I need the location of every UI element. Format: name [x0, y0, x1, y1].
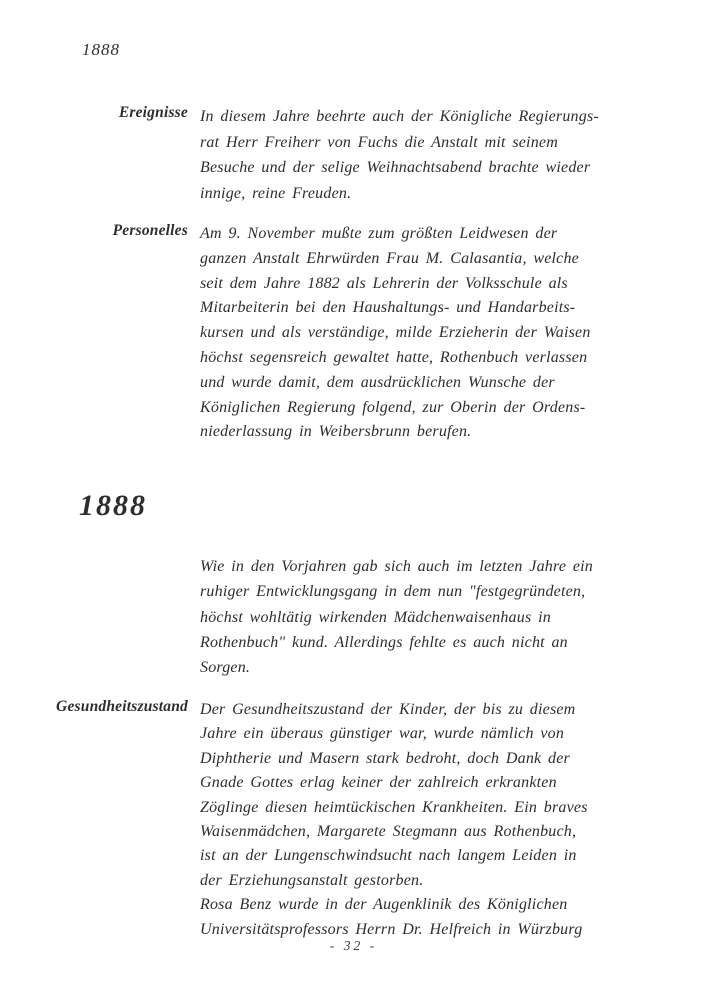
- text-line: Besuche und der selige Weihnachtsabend brachte wieder: [200, 159, 591, 176]
- text-line: kursen und als verständige, milde Erzieherin der Waisen: [200, 324, 591, 342]
- text-line: Am 9. November mußte zum größten Leidwesen der: [200, 225, 558, 242]
- text-line: ruhiger Entwicklungsgang in dem nun "festgegründeten,: [200, 583, 586, 601]
- text-line: Gnade Gottes erlag keiner der zahlreich erkrankten: [200, 774, 557, 792]
- text-line: der Erziehungsanstalt gestorben.: [200, 871, 424, 889]
- text-line: Diphtherie und Masern stark bedroht, doch Dank der: [200, 749, 570, 767]
- text-line: Königlichen Regierung folgend, zur Oberin der Ordens-: [200, 398, 586, 416]
- page-number: - 32 -: [329, 938, 378, 953]
- text-line: und wurde damit, dem ausdrücklichen Wunsche der: [200, 373, 555, 391]
- text-line: niederlassung in Weibersbrunn berufen.: [200, 423, 472, 441]
- text-line: Wie in den Vorjahren gab sich auch im letzten Jahre ein: [200, 558, 593, 575]
- section-text-ereignisse: [200, 104, 665, 206]
- text-line: höchst wohltätig wirkenden Mädchenwaisenhaus in: [200, 608, 551, 626]
- section-label-ereignisse: Ereignisse: [118, 104, 188, 121]
- text-line: Rosa Benz wurde in der Augenklinik des Königlichen: [200, 896, 568, 914]
- text-line: seit dem Jahre 1882 als Lehrerin der Volksschule als: [200, 274, 568, 292]
- text-line: innige, reine Freuden.: [200, 184, 352, 202]
- text-line: ist an der Lungenschwindsucht nach langem Leiden in: [200, 847, 577, 865]
- year-header: 1888: [82, 40, 120, 59]
- text-line: In diesem Jahre beehrte auch der Königliche Regierungs-: [200, 108, 599, 125]
- text-line: Universitätsprofessors Herrn Dr. Helfreich in Würzburg: [200, 920, 583, 938]
- text-line: Mitarbeiterin bei den Haushaltungs- und Handarbeits-: [200, 299, 576, 317]
- text-line: Zöglinge diesen heimtückischen Krankheiten. Ein braves: [200, 798, 588, 816]
- section-text-gesundheitszustand: [200, 698, 665, 942]
- text-line: rat Herr Freiherr von Fuchs die Anstalt mit seinem: [200, 133, 558, 151]
- section-label-personelles: Personelles: [112, 222, 188, 239]
- text-line: ganzen Anstalt Ehrwürden Frau M. Calasantia, welche: [200, 249, 579, 267]
- text-line: Waisenmädchen, Margarete Stegmann aus Rothenbuch,: [200, 823, 577, 841]
- section-label-gesundheitszustand: Gesundheitszustand: [56, 698, 188, 715]
- text-line: Der Gesundheitszustand der Kinder, der bis zu diesem: [200, 701, 576, 718]
- text-line: höchst segensreich gewaltet hatte, Rothenbuch verlassen: [200, 348, 588, 366]
- big-year-heading: 1888: [79, 489, 147, 522]
- section-text-personelles: [200, 222, 665, 445]
- text-line: Rothenbuch" kund. Allerdings fehlte es auch nicht an: [200, 633, 568, 651]
- text-line: Jahre ein überaus günstiger war, wurde nämlich von: [200, 725, 565, 743]
- section-text-jahresrueckblick: [200, 554, 665, 680]
- text-line: Sorgen.: [200, 659, 251, 677]
